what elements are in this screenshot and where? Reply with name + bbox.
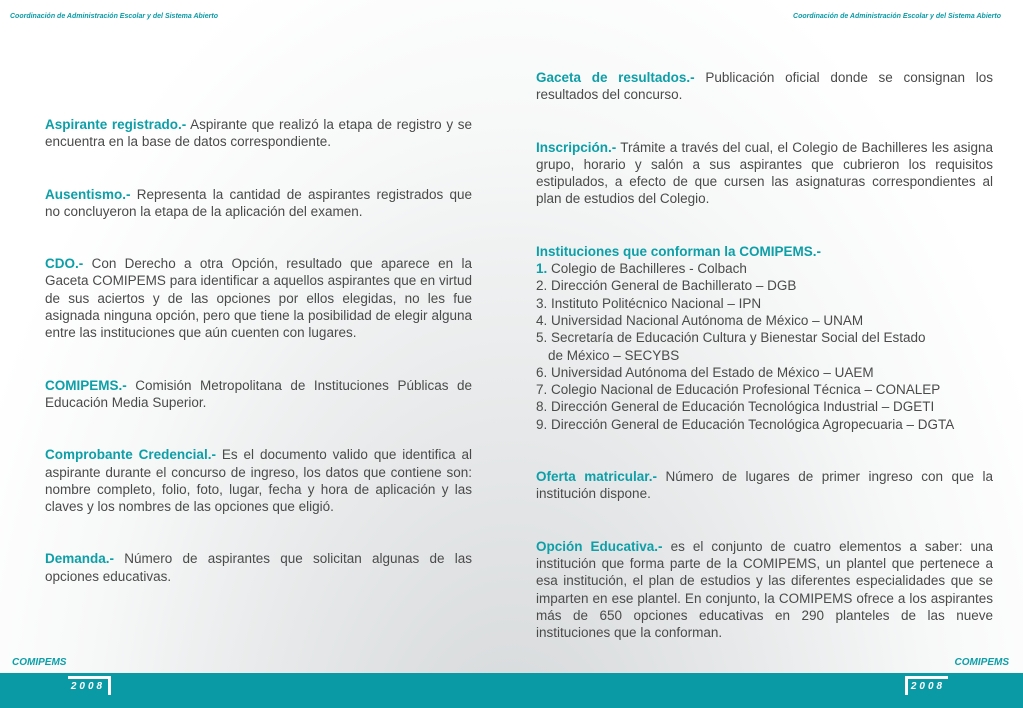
list-item bbox=[536, 260, 993, 277]
entry-comipems bbox=[45, 377, 472, 412]
list-item-text: Colegio de Bachilleres - Colbach bbox=[547, 261, 747, 277]
entry-term: Gaceta de resultados.- bbox=[536, 70, 695, 85]
instituciones-title: Instituciones que conforman la COMIPEMS.- bbox=[536, 243, 822, 259]
instituciones-section bbox=[536, 243, 993, 433]
entry-ausentismo bbox=[45, 186, 472, 221]
entry-comprobante-credencial bbox=[45, 446, 472, 515]
entry-text: Número de lugares de primer ingreso con que la institución dispone. bbox=[536, 469, 993, 502]
entry-term: COMIPEMS.- bbox=[45, 377, 127, 393]
footer-band bbox=[0, 673, 1023, 708]
entry-demanda bbox=[45, 550, 472, 585]
entry-term: Ausentismo.- bbox=[45, 186, 131, 202]
footer-year-right: 2008 bbox=[905, 676, 948, 695]
entry-term: CDO.- bbox=[45, 256, 84, 272]
footer-label-right: COMIPEMS bbox=[954, 657, 1009, 668]
entry-text: Publicación oficial donde se consignan los resultados del concurso. bbox=[536, 70, 993, 103]
list-item: 9. Dirección General de Educación Tecnológica Agropecuaria – DGTA bbox=[536, 416, 955, 432]
list-item: 7. Colegio Nacional de Educación Profesional Técnica – CONALEP bbox=[536, 382, 941, 398]
entry-text: Comisión Metropolitana de Instituciones Públicas de Educación Media Superior. bbox=[45, 377, 472, 410]
entry-inscripcion bbox=[536, 139, 993, 208]
list-item: 8. Dirección General de Educación Tecnológica Industrial – DGETI bbox=[536, 399, 935, 415]
entry-aspirante-registrado bbox=[45, 116, 472, 151]
entry-text: Es el documento valido que identifica al aspirante durante el concurso de ingreso, los datos que contiene son: nombre completo, folio, foto, lugar, fecha y hora de aplicación y las claves y los nombres de las opciones que eligió. bbox=[45, 447, 472, 515]
entry-cdo bbox=[45, 255, 472, 341]
entry-gaceta-resultados bbox=[536, 69, 993, 104]
entry-opcion-educativa bbox=[536, 538, 993, 642]
list-item: 2. Dirección General de Bachillerato – DGB bbox=[536, 278, 797, 294]
entry-text: Con Derecho a otra Opción, resultado que aparece en la Gaceta COMIPEMS para identificar a aquellos aspirantes que en virtud de sus aciertos y de las opciones por ellos elegidas, no les fue asignada ninguna opción, pero que tiene la posibilidad de elegir alguna entre las instituciones que aún cuenten con lugares. bbox=[45, 256, 472, 341]
entry-term: Demanda.- bbox=[45, 551, 115, 567]
entry-term: Comprobante Credencial.- bbox=[45, 447, 216, 463]
footer-year-left: 2008 bbox=[68, 676, 111, 695]
instituciones-list bbox=[536, 260, 993, 433]
entry-term: Aspirante registrado.- bbox=[45, 117, 187, 132]
header-right: Coordinación de Administración Escolar y del Sistema Abierto bbox=[793, 13, 1001, 20]
entry-text: Aspirante que realizó la etapa de registro y se encuentra en la base de datos correspondiente. bbox=[45, 117, 472, 150]
header-left: Coordinación de Administración Escolar y del Sistema Abierto bbox=[10, 13, 218, 20]
entry-term: Oferta matricular.- bbox=[536, 469, 658, 485]
list-item: 5. Secretaría de Educación Cultura y Bienestar Social del Estado bbox=[536, 330, 926, 346]
list-item: 3. Instituto Politécnico Nacional – IPN bbox=[536, 295, 762, 311]
entry-text: es el conjunto de cuatro elementos a saber: una institución que forma parte de la COMIPEMS, un plantel que pertenece a esa institución, el plan de estudios y las diferentes especialidades que se imparten en ese plantel. En conjunto, la COMIPEMS ofrece a los aspirantes más de 650 opciones educativas en 290 planteles de las nueve instituciones que la conforman. bbox=[536, 538, 994, 641]
entry-text: Trámite a través del cual, el Colegio de Bachilleres les asigna grupo, horario y salón a sus aspirantes que cubrieron los requisitos estipulados, a efecto de que cursen las asignaturas correspondientes al plan de estudios del Colegio. bbox=[536, 139, 993, 207]
entry-term: Inscripción.- bbox=[536, 139, 617, 155]
list-item-number: 1. bbox=[536, 261, 548, 277]
list-item: 6. Universidad Autónoma del Estado de México – UAEM bbox=[536, 364, 874, 380]
entry-oferta-matricular bbox=[536, 468, 993, 503]
footer-label-left: COMIPEMS bbox=[12, 657, 67, 668]
left-column bbox=[45, 116, 472, 585]
entry-text: Representa la cantidad de aspirantes registrados que no concluyeron la etapa de la aplicación del examen. bbox=[45, 186, 472, 219]
list-item: de México – SECYBS bbox=[548, 347, 680, 363]
entry-text: Número de aspirantes que solicitan algunas de las opciones educativas. bbox=[45, 551, 472, 584]
list-item: 4. Universidad Nacional Autónoma de México – UNAM bbox=[536, 312, 864, 328]
right-column bbox=[536, 69, 993, 641]
entry-term: Opción Educativa.- bbox=[536, 538, 663, 554]
